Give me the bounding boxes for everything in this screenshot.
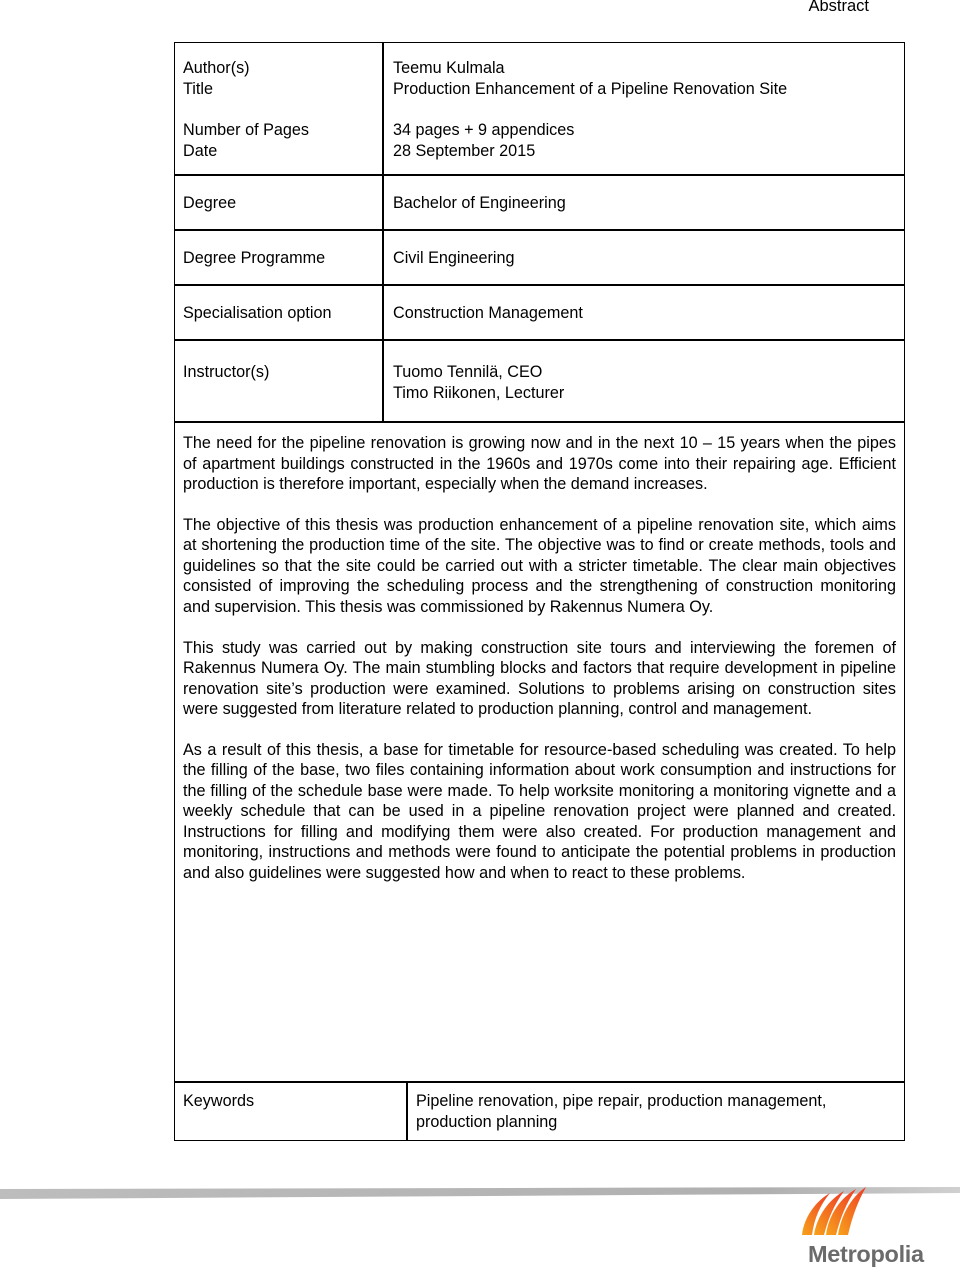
title-value: Production Enhancement of a Pipeline Renovation Site xyxy=(393,80,788,98)
row-divider xyxy=(174,421,905,423)
row-divider xyxy=(174,284,905,286)
row-divider xyxy=(174,229,905,231)
instructors-label: Instructor(s) xyxy=(183,363,270,381)
date-label: Date xyxy=(183,142,218,160)
instructor-2-value: Timo Riikonen, Lecturer xyxy=(393,384,565,402)
author-label: Author(s) xyxy=(183,59,250,77)
section-label: Abstract xyxy=(808,0,869,15)
row-divider xyxy=(174,339,905,341)
author-value: Teemu Kulmala xyxy=(393,59,505,77)
abstract-body xyxy=(183,433,896,904)
abstract-paragraph: The objective of this thesis was production enhancement of a pipeline renovation site, which aims at shortening the production time of the site. The objective was to find or create methods, tools and guidelines so that the site could be carried out with a stricter timetable. The clear main objectives consisted of improving the scheduling process and the strengthening of construction monitoring and supervision. This thesis was commissioned by Rakennus Numera Oy. xyxy=(183,515,896,616)
keywords-divider xyxy=(174,1081,905,1083)
programme-value: Civil Engineering xyxy=(393,249,515,267)
abstract-paragraph: As a result of this thesis, a base for timetable for resource-based scheduling was created. To help the filling of the base, two files containing information about work consumption and instructions for the filling of the schedule base were made. To help worksite monitoring a monitoring vignette and a weekly schedule that can be used in a pipeline renovation project were planned and created. Instructions for filling and modifying them were also created. For production management and monitoring, instructions and methods were found to anticipate the potential problems in production and also guidelines were suggested how and when to react to these problems. xyxy=(183,740,896,882)
row-divider xyxy=(174,174,905,176)
keywords-column-divider xyxy=(406,1081,408,1141)
instructor-1-value: Tuomo Tennilä, CEO xyxy=(393,363,543,381)
pages-value: 34 pages + 9 appendices xyxy=(393,121,575,139)
degree-label: Degree xyxy=(183,194,237,212)
date-value: 28 September 2015 xyxy=(393,142,536,160)
specialisation-value: Construction Management xyxy=(393,304,583,322)
specialisation-label: Specialisation option xyxy=(183,304,332,322)
info-column-divider xyxy=(382,42,384,422)
metropolia-logo-text: Metropolia xyxy=(808,1241,924,1267)
pages-label: Number of Pages xyxy=(183,121,309,139)
keywords-label: Keywords xyxy=(183,1092,255,1110)
degree-value: Bachelor of Engineering xyxy=(393,194,566,212)
title-label: Title xyxy=(183,80,213,98)
abstract-paragraph: This study was carried out by making construction site tours and interviewing the foremen of Rakennus Numera Oy. The main stumbling blocks and factors that require development in pipeline renovation site’s production were examined. Solutions to problems arising on construction sites were suggested from literature related to production planning, control and management. xyxy=(183,638,896,719)
programme-label: Degree Programme xyxy=(183,249,326,267)
abstract-paragraph: The need for the pipeline renovation is growing now and in the next 10 – 15 years when the pipes of apartment buildings constructed in the 1960s and 1970s come into their repairing age. Efficient production is therefore important, especially when the demand increases. xyxy=(183,434,896,493)
keywords-value: Pipeline renovation, pipe repair, production management, production planning xyxy=(416,1092,827,1131)
